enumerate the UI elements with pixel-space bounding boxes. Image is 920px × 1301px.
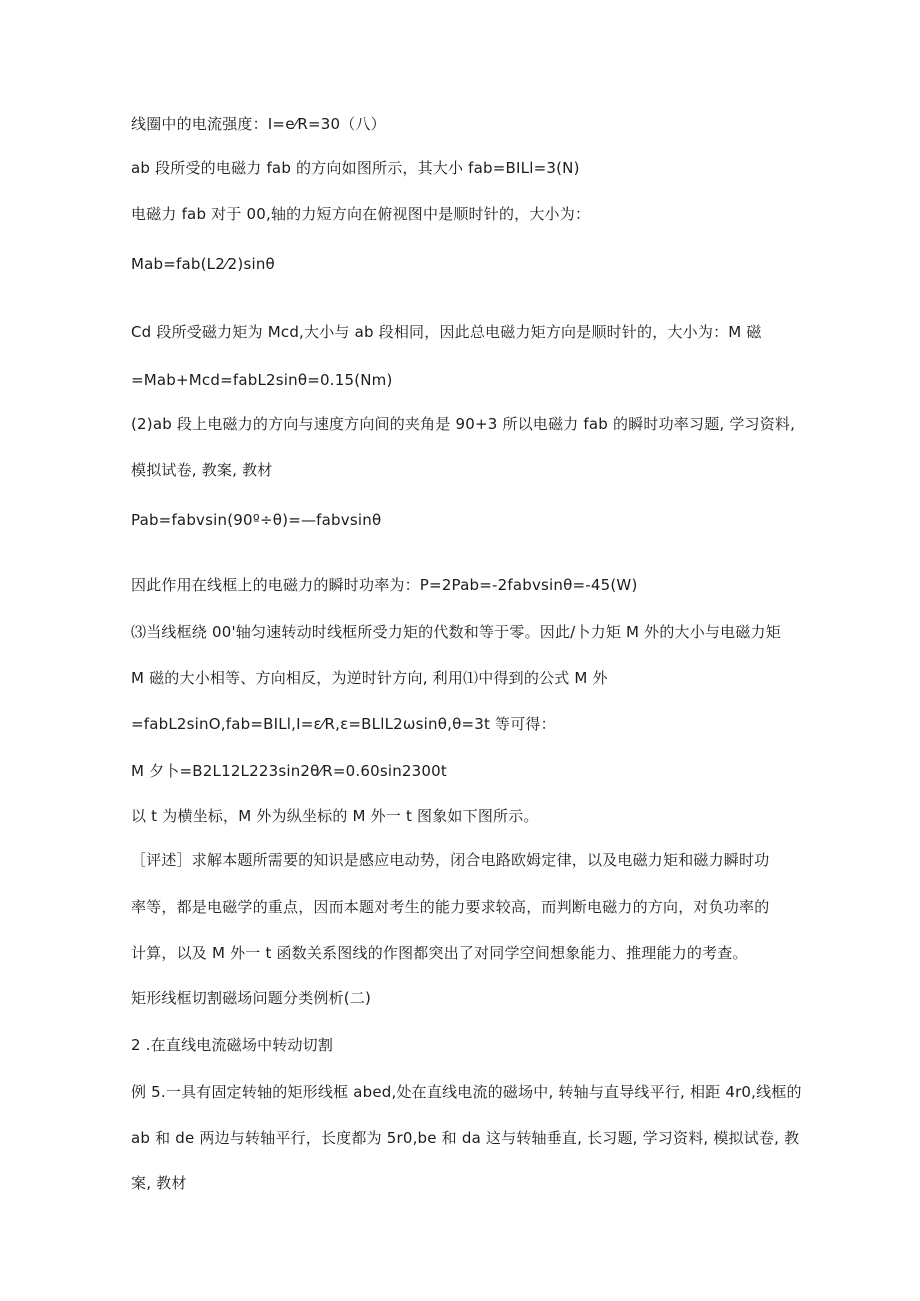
text-line-comment-3: 计算，以及 M 外一 t 函数关系图线的作图都突出了对同学空间想象能力、推理能力的考查。 xyxy=(131,944,748,962)
text-line-equal-opposite: M 磁的大小相等、方向相反，为逆时针方向, 利用⑴中得到的公式 M 外 xyxy=(131,669,608,687)
text-line-power-angle: (2)ab 段上电磁力的方向与速度方向间的夹角是 90+3 所以电磁力 fab 的瞬时功率习题, 学习资料, xyxy=(131,415,796,433)
text-line-example-5: 例 5.一具有固定转轴的矩形线框 abed,处在直线电流的磁场中, 转轴与直导线平行, 相距 4r0,线框的 xyxy=(131,1083,802,1101)
text-line-force-ab: ab 段所受的电磁力 fab 的方向如图所示，其大小 fab=BILl=3(N) xyxy=(131,159,580,177)
text-line-cd-torque: Cd 段所受磁力矩为 Mcd,大小与 ab 段相同，因此总电磁力矩方向是顺时针的，大小为：M 磁 xyxy=(131,323,762,341)
formula-substitution: =fabL2sinO,fab=BILl,I=ε⁄R,ε=BLlL2ωsinθ,θ=3t 等可得： xyxy=(131,715,556,733)
text-line-materials-1: 模拟试卷, 教案, 教材 xyxy=(131,461,273,479)
section-heading: 矩形线框切割磁场问题分类例析(二) xyxy=(131,989,372,1007)
text-line-comment-1: ［评述］求解本题所需要的知识是感应电动势，闭合电路欧姆定律，以及电磁力矩和磁力瞬时功 xyxy=(131,851,770,869)
text-line-materials-2: 案, 教材 xyxy=(131,1174,187,1192)
formula-pab: Pab=fabvsin(90º÷θ)=—fabvsinθ xyxy=(131,511,382,529)
formula-total-torque: =Mab+Mcd=fabL2sinθ=0.15(Nm) xyxy=(131,371,393,389)
text-line-current: 线圈中的电流强度：I=e⁄R=30（八） xyxy=(131,115,386,133)
text-line-comment-2: 率等，都是电磁学的重点，因而本题对考生的能力要求较高，而判断电磁力的方向，对负功率的 xyxy=(131,898,770,916)
subsection-heading: 2 .在直线电流磁场中转动切割 xyxy=(131,1036,334,1054)
text-line-graph-note: 以 t 为横坐标，M 外为纵坐标的 M 外一 t 图象如下图所示。 xyxy=(131,807,539,825)
text-line-torque-direction: 电磁力 fab 对于 00,轴的力短方向在俯视图中是顺时针的，大小为： xyxy=(131,205,591,223)
formula-mab: Mab=fab(L2⁄2)sinθ xyxy=(131,255,275,273)
text-line-instant-power: 因此作用在线框上的电磁力的瞬时功率为：P=2Pab=-2fabvsinθ=-45(W) xyxy=(131,576,638,594)
text-line-uniform-rotation: ⑶当线框绕 00'轴匀速转动时线框所受力矩的代数和等于零。因此/卜力矩 M 外的大小与电磁力矩 xyxy=(131,623,781,641)
text-line-example-5-cont: ab 和 de 两边与转轴平行，长度都为 5r0,be 和 da 这与转轴垂直, 长习题, 学习资料, 模拟试卷, 教 xyxy=(131,1129,800,1147)
formula-m-external: M 夕卜=B2L12L223sin2θ⁄R=0.60sin2300t xyxy=(131,762,447,780)
